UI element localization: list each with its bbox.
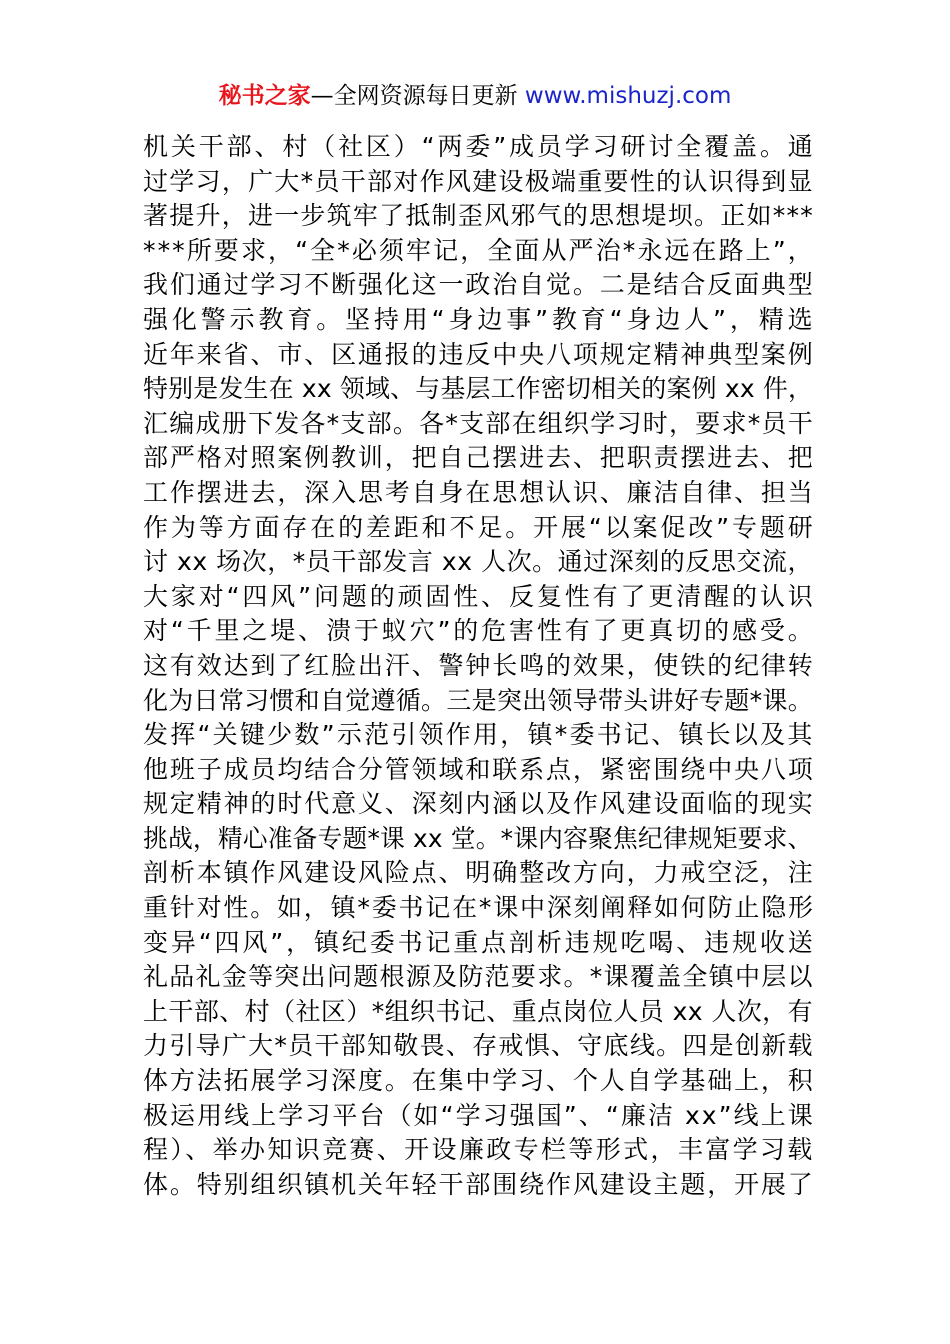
body-text-line: 力引导广大*员干部知敬畏、存戒惧、守底线。四是创新载	[143, 1031, 814, 1061]
body-text-line: 化为日常习惯和自觉遵循。三是突出领导带头讲好专题*课。	[143, 685, 813, 715]
body-text-line: 发挥“关键少数”示范引领作用，镇*委书记、镇长以及其	[143, 720, 815, 750]
body-text-line: 工作摆进去，深入思考自身在思想认识、廉洁自律、担当	[143, 477, 815, 507]
header-tagline: —全网资源每日更新	[310, 83, 525, 109]
body-text-line: 极运用线上学习平台（如“学习强国”、“廉洁 xx”线上课	[143, 1100, 815, 1130]
body-text-line: 机关干部、村（社区）“两委”成员学习研讨全覆盖。通	[143, 132, 816, 161]
body-text-line: 规定精神的时代意义、深刻内涵以及作风建设面临的现实	[143, 789, 815, 819]
body-text-line: 上干部、村（社区）*组织书记、重点岗位人员 xx 人次，有	[143, 996, 813, 1026]
body-text-line: 作为等方面存在的差距和不足。开展“以案促改”专题研	[143, 512, 816, 542]
body-text-line: 体。特别组织镇机关年轻干部围绕作风建设主题，开展了	[143, 1169, 815, 1199]
body-text-line: 大家对“四风”问题的顽固性、反复性有了更清醒的认识	[143, 581, 816, 611]
body-text-line: 变异“四风”，镇纪委书记重点剖析违规吃喝、违规收送	[143, 927, 816, 957]
body-text-line: 剖析本镇作风建设风险点、明确整改方向，力戒空泛，注	[143, 858, 815, 888]
body-text-line: ***所要求，“全*必须牢记，全面从严治*永远在路上”，	[143, 235, 815, 265]
body-text-line: 部严格对照案例教训，把自己摆进去、把职责摆进去、把	[143, 443, 815, 473]
body-text-line: 重针对性。如，镇*委书记在*课中深刻阐释如何防止隐形	[143, 893, 815, 923]
body-text-line: 程）、举办知识竞赛、开设廉政专栏等形式，丰富学习载	[143, 1135, 815, 1165]
page-header	[0, 80, 950, 112]
body-text-line: 这有效达到了红脸出汗、警钟长鸣的效果，使铁的纪律转	[143, 650, 815, 680]
body-text-line: 体方法拓展学习深度。在集中学习、个人自学基础上，积	[143, 1066, 815, 1096]
body-text-line: 礼品礼金等突出问题根源及防范要求。*课覆盖全镇中层以	[143, 962, 814, 992]
body-text-line: 近年来省、市、区通报的违反中央八项规定精神典型案例	[143, 339, 815, 369]
body-text-line: 著提升，进一步筑牢了抵制歪风邪气的思想堤坝。正如***	[143, 201, 814, 231]
body-text-line: 他班子成员均结合分管领域和联系点，紧密围绕中央八项	[143, 754, 815, 784]
body-text-line: 汇编成册下发各*支部。各*支部在组织学习时，要求*员干	[143, 408, 814, 438]
body-text-line: 过学习，广大*员干部对作风建设极端重要性的认识得到显	[143, 166, 814, 196]
brand-name: 秘书之家	[218, 83, 311, 109]
body-text-line: 特别是发生在 xx 领域、与基层工作密切相关的案例 xx 件，	[143, 374, 814, 404]
site-link[interactable]: www.mishuzj.com	[524, 83, 732, 109]
body-text-line: 我们通过学习不断强化这一政治自觉。二是结合反面典型	[143, 270, 815, 300]
document-body	[143, 130, 817, 1202]
body-text-line: 对“千里之堤、溃于蚁穴”的危害性有了更真切的感受。	[143, 616, 816, 646]
body-text-line: 讨 xx 场次，*员干部发言 xx 人次。通过深刻的反思交流，	[143, 547, 814, 577]
body-text-line: 挑战，精心准备专题*课 xx 堂。*课内容聚焦纪律规矩要求、	[143, 823, 813, 853]
body-text-line: 强化警示教育。坚持用“身边事”教育“身边人”，精选	[143, 304, 817, 334]
